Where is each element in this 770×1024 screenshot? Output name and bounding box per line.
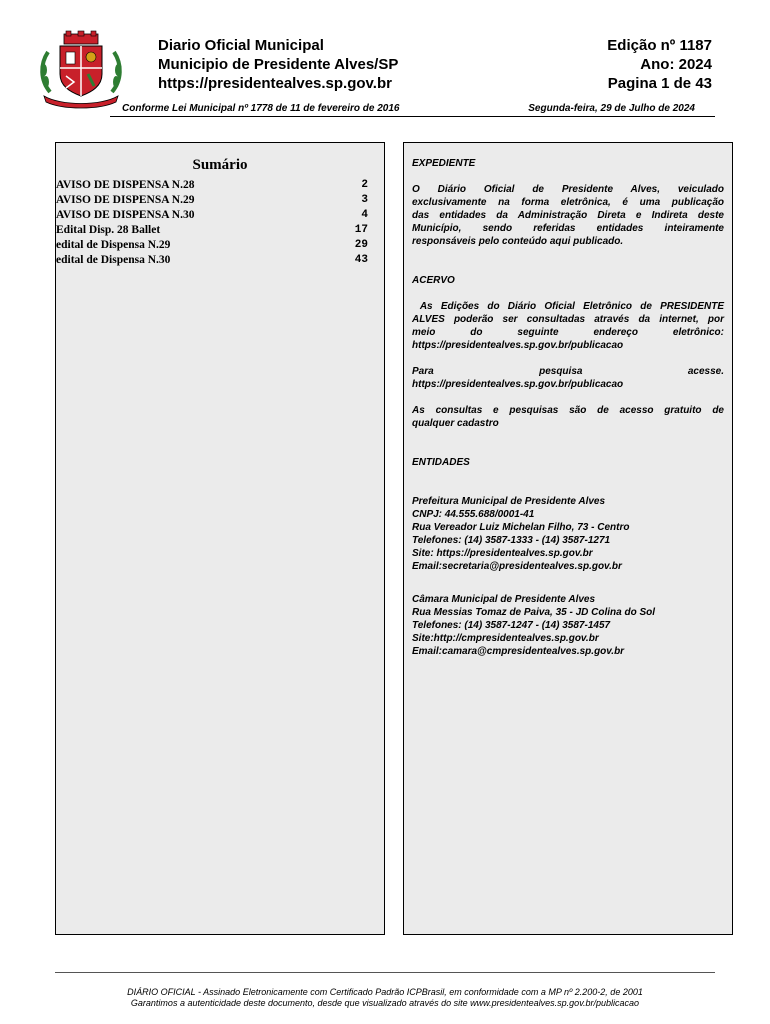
summary-item-page: 4 bbox=[361, 209, 368, 221]
summary-item-label[interactable]: AVISO DE DISPENSA N.30 bbox=[56, 209, 195, 221]
entidades-heading: ENTIDADES bbox=[412, 457, 470, 468]
expediente-line: exclusivamente na forma eletrônica, é uma publicação bbox=[412, 197, 724, 208]
summary-item-label[interactable]: AVISO DE DISPENSA N.28 bbox=[56, 179, 195, 191]
summary-item-page: 17 bbox=[354, 224, 368, 236]
camara-site[interactable]: Site:http://cmpresidentealves.sp.gov.br bbox=[412, 633, 599, 644]
summary-item-label[interactable]: Edital Disp. 28 Ballet bbox=[56, 224, 161, 236]
acervo-url[interactable]: https://presidentealves.sp.gov.br/publicacao bbox=[412, 340, 624, 351]
acervo-line: meio do seguinte endereço eletrônico: bbox=[412, 327, 724, 338]
municipality-name: Municipio de Presidente Alves/SP bbox=[158, 56, 399, 73]
prefeitura-site[interactable]: Site: https://presidentealves.sp.gov.br bbox=[412, 548, 593, 559]
summary-item[interactable] bbox=[56, 179, 374, 194]
expediente-line: responsáveis pelo conteúdo aqui publicado. bbox=[412, 236, 624, 247]
law-reference: Conforme Lei Municipal nº 1778 de 11 de fevereiro de 2016 bbox=[122, 103, 400, 114]
summary-item[interactable] bbox=[56, 224, 374, 239]
summary-item-page: 3 bbox=[361, 194, 368, 206]
acervo-search-url[interactable]: https://presidentealves.sp.gov.br/publicacao bbox=[412, 379, 624, 390]
footer-signature-note: DIÁRIO OFICIAL - Assinado Eletronicamente com Certificado Padrão ICPBrasil, em conformidade com a MP nº 2.200-2, de 2001 bbox=[127, 987, 643, 997]
prefeitura-phones: Telefones: (14) 3587-1333 - (14) 3587-1271 bbox=[412, 535, 611, 546]
summary-item-page: 2 bbox=[361, 179, 368, 191]
camara-phones: Telefones: (14) 3587-1247 - (14) 3587-1457 bbox=[412, 620, 611, 631]
summary-item-label[interactable]: edital de Dispensa N.30 bbox=[56, 254, 171, 266]
prefeitura-name: Prefeitura Municipal de Presidente Alves bbox=[412, 496, 606, 507]
camara-address: Rua Messias Tomaz de Paiva, 35 - JD Colina do Sol bbox=[412, 607, 656, 618]
summary-item[interactable] bbox=[56, 194, 374, 209]
summary-item-page: 43 bbox=[354, 254, 368, 266]
footer-divider bbox=[55, 972, 715, 973]
summary-item-label[interactable]: edital de Dispensa N.29 bbox=[56, 239, 171, 251]
diary-title: Diario Oficial Municipal bbox=[158, 37, 324, 54]
municipal-coat-of-arms-icon bbox=[36, 30, 126, 110]
summary-list bbox=[56, 179, 374, 269]
expediente-line: das entidades da Administração Direta e Indireta deste bbox=[412, 210, 724, 221]
page-indicator: Pagina 1 de 43 bbox=[607, 75, 712, 92]
prefeitura-cnpj: CNPJ: 44.555.688/0001-41 bbox=[412, 509, 535, 520]
summary-item-label[interactable]: AVISO DE DISPENSA N.29 bbox=[56, 194, 195, 206]
expediente-heading: EXPEDIENTE bbox=[412, 158, 476, 169]
header-divider bbox=[110, 116, 715, 117]
footer-authenticity-note: Garantimos a autenticidade deste documento, desde que visualizado através do site www.presidentealves.sp.gov.br/publicacao bbox=[130, 998, 640, 1008]
acervo-search-line: Para pesquisa acesse. bbox=[412, 366, 724, 377]
edition-number: Edição nº 1187 bbox=[607, 37, 712, 54]
acervo-free-line: qualquer cadastro bbox=[412, 418, 499, 429]
camara-name: Câmara Municipal de Presidente Alves bbox=[412, 594, 596, 605]
edition-info-block bbox=[607, 36, 712, 93]
edition-year: Ano: 2024 bbox=[640, 56, 712, 73]
summary-item[interactable] bbox=[56, 239, 374, 254]
expediente-line: Município, sendo referidas entidades inteiramente bbox=[412, 223, 724, 234]
publication-date: Segunda-feira, 29 de Julho de 2024 bbox=[528, 103, 695, 114]
acervo-line: ALVES poderão ser consultadas através da internet, por bbox=[412, 314, 724, 325]
website-url[interactable]: https://presidentealves.sp.gov.br bbox=[158, 75, 392, 92]
acervo-line: As Edições do Diário Oficial Eletrônico de PRESIDENTE bbox=[412, 301, 724, 312]
acervo-free-line: As consultas e pesquisas são de acesso gratuito de bbox=[412, 405, 724, 416]
summary-panel bbox=[55, 142, 385, 935]
summary-item[interactable] bbox=[56, 254, 374, 269]
summary-item[interactable] bbox=[56, 209, 374, 224]
prefeitura-address: Rua Vereador Luiz Michelan Filho, 73 - Centro bbox=[412, 522, 630, 533]
summary-item-page: 29 bbox=[354, 239, 368, 251]
expediente-line: O Diário Oficial de Presidente Alves, veiculado bbox=[412, 184, 724, 195]
info-panel bbox=[403, 142, 733, 935]
summary-title: Sumário bbox=[192, 157, 248, 173]
header-title-block bbox=[158, 36, 398, 93]
acervo-heading: ACERVO bbox=[412, 275, 455, 286]
camara-email[interactable]: Email:camara@cmpresidentealves.sp.gov.br bbox=[412, 646, 625, 657]
prefeitura-email[interactable]: Email:secretaria@presidentealves.sp.gov.br bbox=[412, 561, 622, 572]
